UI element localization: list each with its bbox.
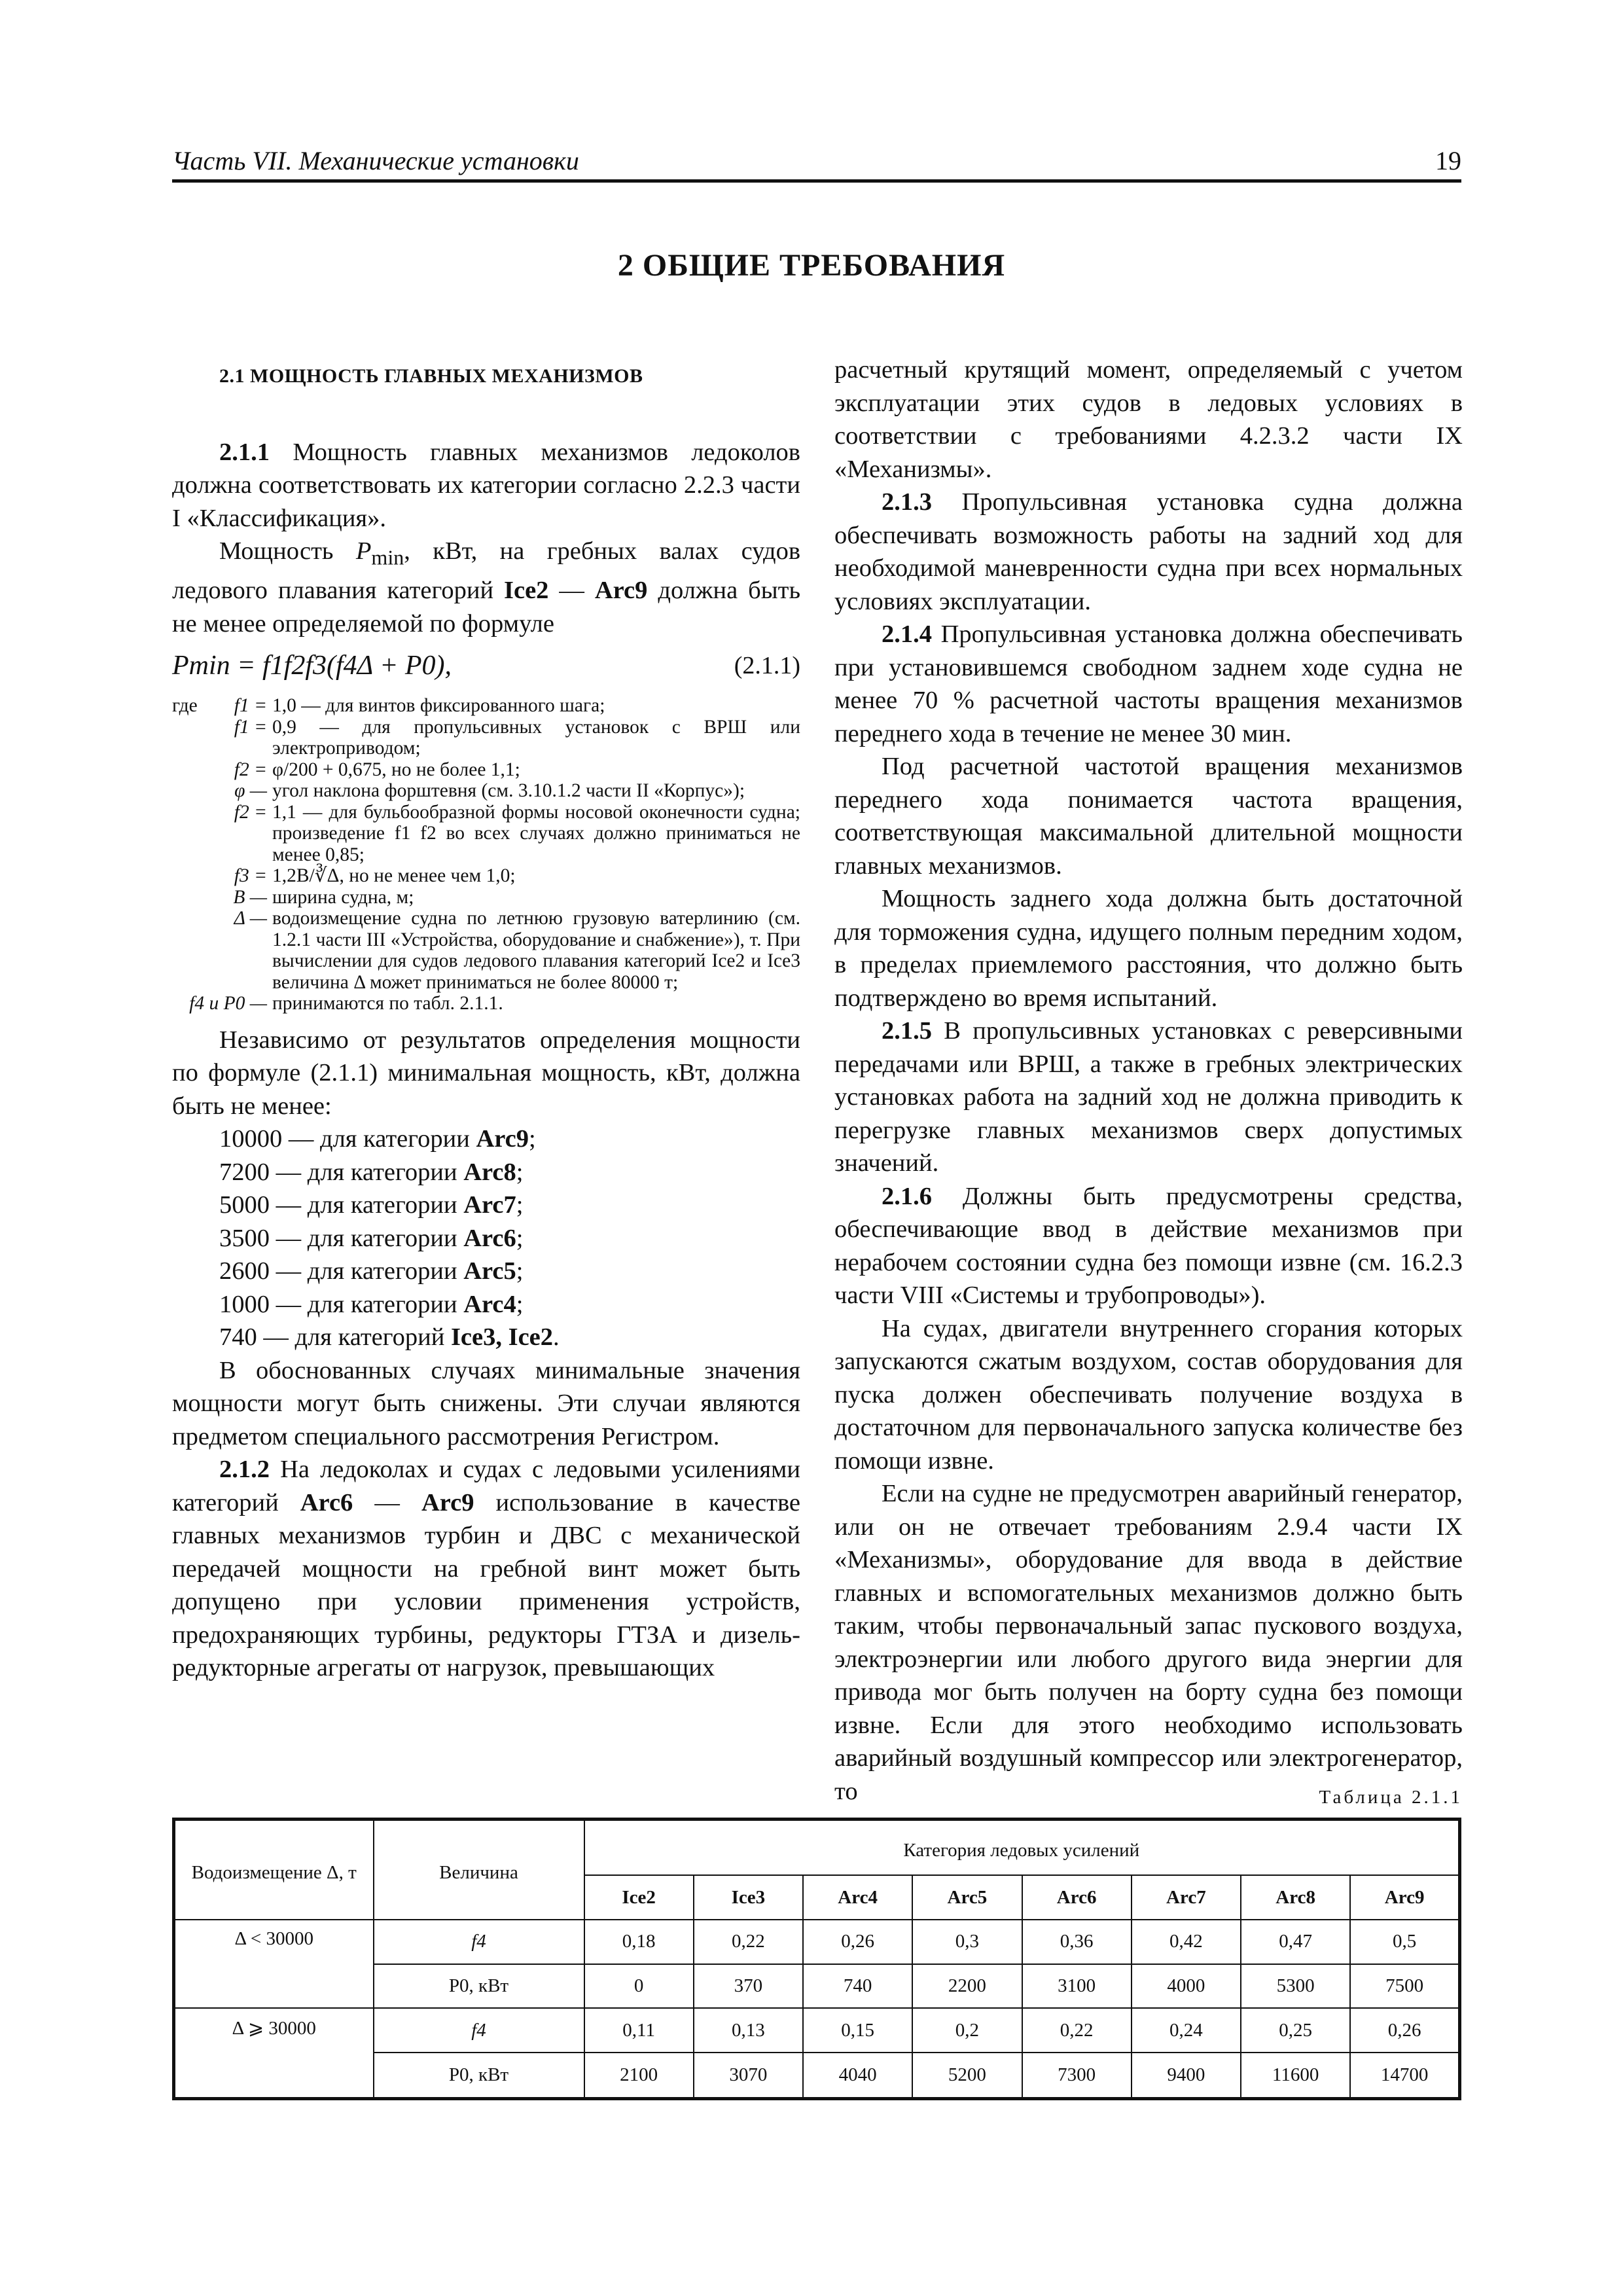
category-header: Arc4	[803, 1875, 912, 1920]
displacement-cell: Δ ⩾ 30000	[174, 2008, 374, 2098]
value-cell: 11600	[1241, 2053, 1350, 2099]
value-cell: 0,36	[1022, 1920, 1132, 1964]
column-header-quantity: Величина	[374, 1820, 584, 1920]
value-cell: 0,11	[584, 2008, 694, 2053]
value-cell: 0,25	[1241, 2008, 1350, 2053]
displacement-cell: Δ < 30000	[174, 1920, 374, 2008]
table-row	[174, 2008, 1460, 2053]
value-cell: 9400	[1132, 2053, 1241, 2099]
category-header: Ice3	[694, 1875, 803, 1920]
definition-row: f4 и P0 — принимаются по табл. 2.1.1.	[189, 993, 503, 1014]
definition-row: f2 = φ/200 + 0,675, но не более 1,1;	[234, 759, 520, 780]
running-header-title: Часть VII. Механические установки	[172, 146, 579, 175]
value-cell: 0,2	[912, 2008, 1022, 2053]
paragraph-2-1-2: 2.1.2 На ледоколах и судах с ледовыми усилениями категорий Arc6 — Arc9 использование в качестве главных механизмов турбин и ДВС с механической передачей мощности на гребной винт может быть допущено при условии применения устройств, предохраняющих турбины, редукторы ГТЗА и дизель-редукторные агрегаты от нагрузок, превышающих	[172, 1456, 801, 1682]
category-header: Arc5	[912, 1875, 1022, 1920]
value-cell: 7500	[1350, 1964, 1459, 2009]
list-item: 7200 — для категории Arc8;	[219, 1158, 524, 1186]
value-cell: 0,15	[803, 2008, 912, 2053]
value-cell: 740	[803, 1964, 912, 2009]
list-item: 10000 — для категории Arc9;	[219, 1125, 536, 1153]
value-cell: 0,3	[912, 1920, 1022, 1964]
running-header	[172, 143, 1461, 183]
value-cell: 4040	[803, 2053, 912, 2099]
list-item: 5000 — для категории Arc7;	[219, 1191, 524, 1219]
list-item: 740 — для категорий Ice3, Ice2.	[219, 1323, 560, 1352]
paragraph-emergency: Если на судне не предусмотрен аварийный генератор, или он не отвечает требованиям 2.9.4 части IX «Механизмы», оборудование для ввода в действие главных и вспомогательных механизмов должно быть таким, чтобы первоначальный запас пускового воздуха, электроэнергии или любого другого вида энергии для привода мог быть получен на борту судна без помощи извне. Если для этого необходимо использовать аварийный воздушный компрессор или электрогенератор, то	[834, 1480, 1463, 1805]
formula-2-1-1	[172, 649, 800, 687]
value-cell: 0,22	[694, 1920, 803, 1964]
paragraph-reduction: В обоснованных случаях минимальные значения мощности могут быть снижены. Эти случаи являются предметом специального рассмотрения Регистром.	[172, 1356, 800, 1450]
table-row	[174, 1920, 1460, 1964]
paragraph-compressed-air: На судах, двигатели внутреннего сгорания которых запускаются сжатым воздухом, состав оборудования для пуска должен обеспечивать получение воздуха в достаточном для первоначального запуска количестве без помощи извне.	[834, 1314, 1463, 1475]
quantity-cell: P0, кВт	[374, 2053, 584, 2099]
paragraph-continuation: расчетный крутящий момент, определяемый с учетом эксплуатации этих судов в ледовых условиях в соответствии с требованиями 4.2.3.2 части IX «Механизмы».	[834, 356, 1463, 483]
column-header-displacement: Водоизмещение Δ, т	[174, 1820, 374, 1920]
value-cell: 0,13	[694, 2008, 803, 2053]
paragraph-min-power: Независимо от результатов определения мощности по формуле (2.1.1) минимальная мощность, кВт, должна быть не менее:	[172, 1026, 800, 1120]
list-item: 2600 — для категории Arc5;	[219, 1257, 524, 1285]
definition-row: φ — угол наклона форштевня (см. 3.10.1.2 части II «Корпус»);	[234, 780, 745, 802]
list-item: 1000 — для категории Arc4;	[219, 1290, 524, 1318]
column-header-categories: Категория ледовых усилений	[584, 1820, 1460, 1876]
quantity-cell: f4	[374, 1920, 584, 1964]
value-cell: 0	[584, 1964, 694, 2009]
paragraph-2-1-5: 2.1.5 В пропульсивных установках с реверсивными передачами или ВРШ, а также в гребных электрических установках работа на задний ход не должна приводить к перегрузке главных механизмов сверх допустимых значений.	[834, 1017, 1463, 1177]
table-2-1-1	[172, 1818, 1461, 2100]
value-cell: 0,26	[803, 1920, 912, 1964]
value-cell: 370	[694, 1964, 803, 2009]
formula-number: (2.1.1)	[734, 652, 800, 680]
formula-text: Pmin = f1f2f3(f4Δ + P0),	[172, 651, 452, 681]
category-header: Ice2	[584, 1875, 694, 1920]
value-cell: 5200	[912, 2053, 1022, 2099]
paragraph-2-1-4: 2.1.4 Пропульсивная установка должна обеспечивать при установившемся свободном заднем ходе судна не менее 70 % расчетной частоты вращения механизмов переднего хода в течение не менее 30 мин.	[834, 620, 1463, 747]
clause-number: 2.1.1	[219, 438, 270, 466]
value-cell: 4000	[1132, 1964, 1241, 2009]
paragraph-2-1-1: 2.1.1 Мощность главных механизмов ледоколов должна соответствовать их категории согласно 2.2.3 части I «Классификация».	[172, 438, 800, 532]
category-header: Arc8	[1241, 1875, 1350, 1920]
value-cell: 0,24	[1132, 2008, 1241, 2053]
table-header-row	[174, 1820, 1460, 1876]
definition-row: где f1 = 1,0 — для винтов фиксированного шага;	[172, 695, 605, 717]
right-column	[834, 353, 1463, 1808]
left-column	[172, 353, 800, 1685]
value-cell: 0,26	[1350, 2008, 1459, 2053]
list-item: 3500 — для категории Arc6;	[219, 1224, 524, 1252]
value-cell: 0,22	[1022, 2008, 1132, 2053]
category-header: Arc7	[1132, 1875, 1241, 1920]
definition-row: f3 = 1,2B/∛Δ, но не менее чем 1,0;	[234, 865, 516, 887]
paragraph-rated-speed: Под расчетной частотой вращения механизмов переднего хода понимается частота вращения, соответствующая максимальной длительной мощности главных механизмов.	[834, 753, 1463, 880]
definition-row: f1 = 0,9 — для пропульсивных установок с ВРШ или электроприводом;	[234, 716, 800, 759]
value-cell: 0,18	[584, 1920, 694, 1964]
category-header: Arc6	[1022, 1875, 1132, 1920]
definition-row: Δ — водоизмещение судна по летнюю грузовую ватерлинию (см. 1.2.1 части III «Устройства, оборудование и снабжение»), т. При вычислении для судов ледового плавания категорий Ice2 и Ice3 величина Δ может приниматься не более 80000 т;	[234, 908, 800, 993]
value-cell: 7300	[1022, 2053, 1132, 2099]
value-cell: 2200	[912, 1964, 1022, 2009]
value-cell: 5300	[1241, 1964, 1350, 2009]
quantity-cell: f4	[374, 2008, 584, 2053]
chapter-title: 2 ОБЩИЕ ТРЕБОВАНИЯ	[617, 248, 1006, 283]
definition-row: f2 = 1,1 — для бульбообразной формы носовой оконечности судна; произведение f1 f2 во всех случаях должно приниматься не менее 0,85;	[234, 801, 800, 865]
value-cell: 14700	[1350, 2053, 1459, 2099]
value-cell: 3100	[1022, 1964, 1132, 2009]
table-caption: Таблица 2.1.1	[1319, 1787, 1463, 1808]
value-cell: 3070	[694, 2053, 803, 2099]
page-number: 19	[1435, 146, 1461, 175]
section-heading: 2.1 МОЩНОСТЬ ГЛАВНЫХ МЕХАНИЗМОВ	[219, 365, 643, 387]
category-header: Arc9	[1350, 1875, 1459, 1920]
min-power-list	[172, 1122, 800, 1354]
paragraph-2-1-6: 2.1.6 Должны быть предусмотрены средства, обеспечивающие ввод в действие механизмов при нерабочем состоянии судна без помощи извне (см. 16.2.3 части VIII «Системы и трубопроводы»).	[834, 1182, 1463, 1309]
quantity-cell: P0, кВт	[374, 1964, 584, 2009]
value-cell: 0,42	[1132, 1920, 1241, 1964]
value-cell: 2100	[584, 2053, 694, 2099]
paragraph-2-1-3: 2.1.3 Пропульсивная установка судна должна обеспечивать возможность работы на задний ход для необходимой маневренности судна при всех нормальных условиях эксплуатации.	[834, 488, 1463, 615]
value-cell: 0,5	[1350, 1920, 1459, 1964]
paragraph-astern-power: Мощность заднего хода должна быть достаточной для торможения судна, идущего полным передним ходом, в пределах приемлемого расстояния, что должно быть подтверждено во время испытаний.	[834, 885, 1463, 1012]
formula-definitions	[172, 695, 800, 1014]
value-cell: 0,47	[1241, 1920, 1350, 1964]
paragraph-pmin: Мощность $P_{min}$, кВт, на гребных валах судов ледового плавания категорий Ice2 — Arc9 должна быть не менее определяемой по формуле	[172, 537, 800, 637]
definition-row: B — ширина судна, м;	[233, 886, 414, 908]
